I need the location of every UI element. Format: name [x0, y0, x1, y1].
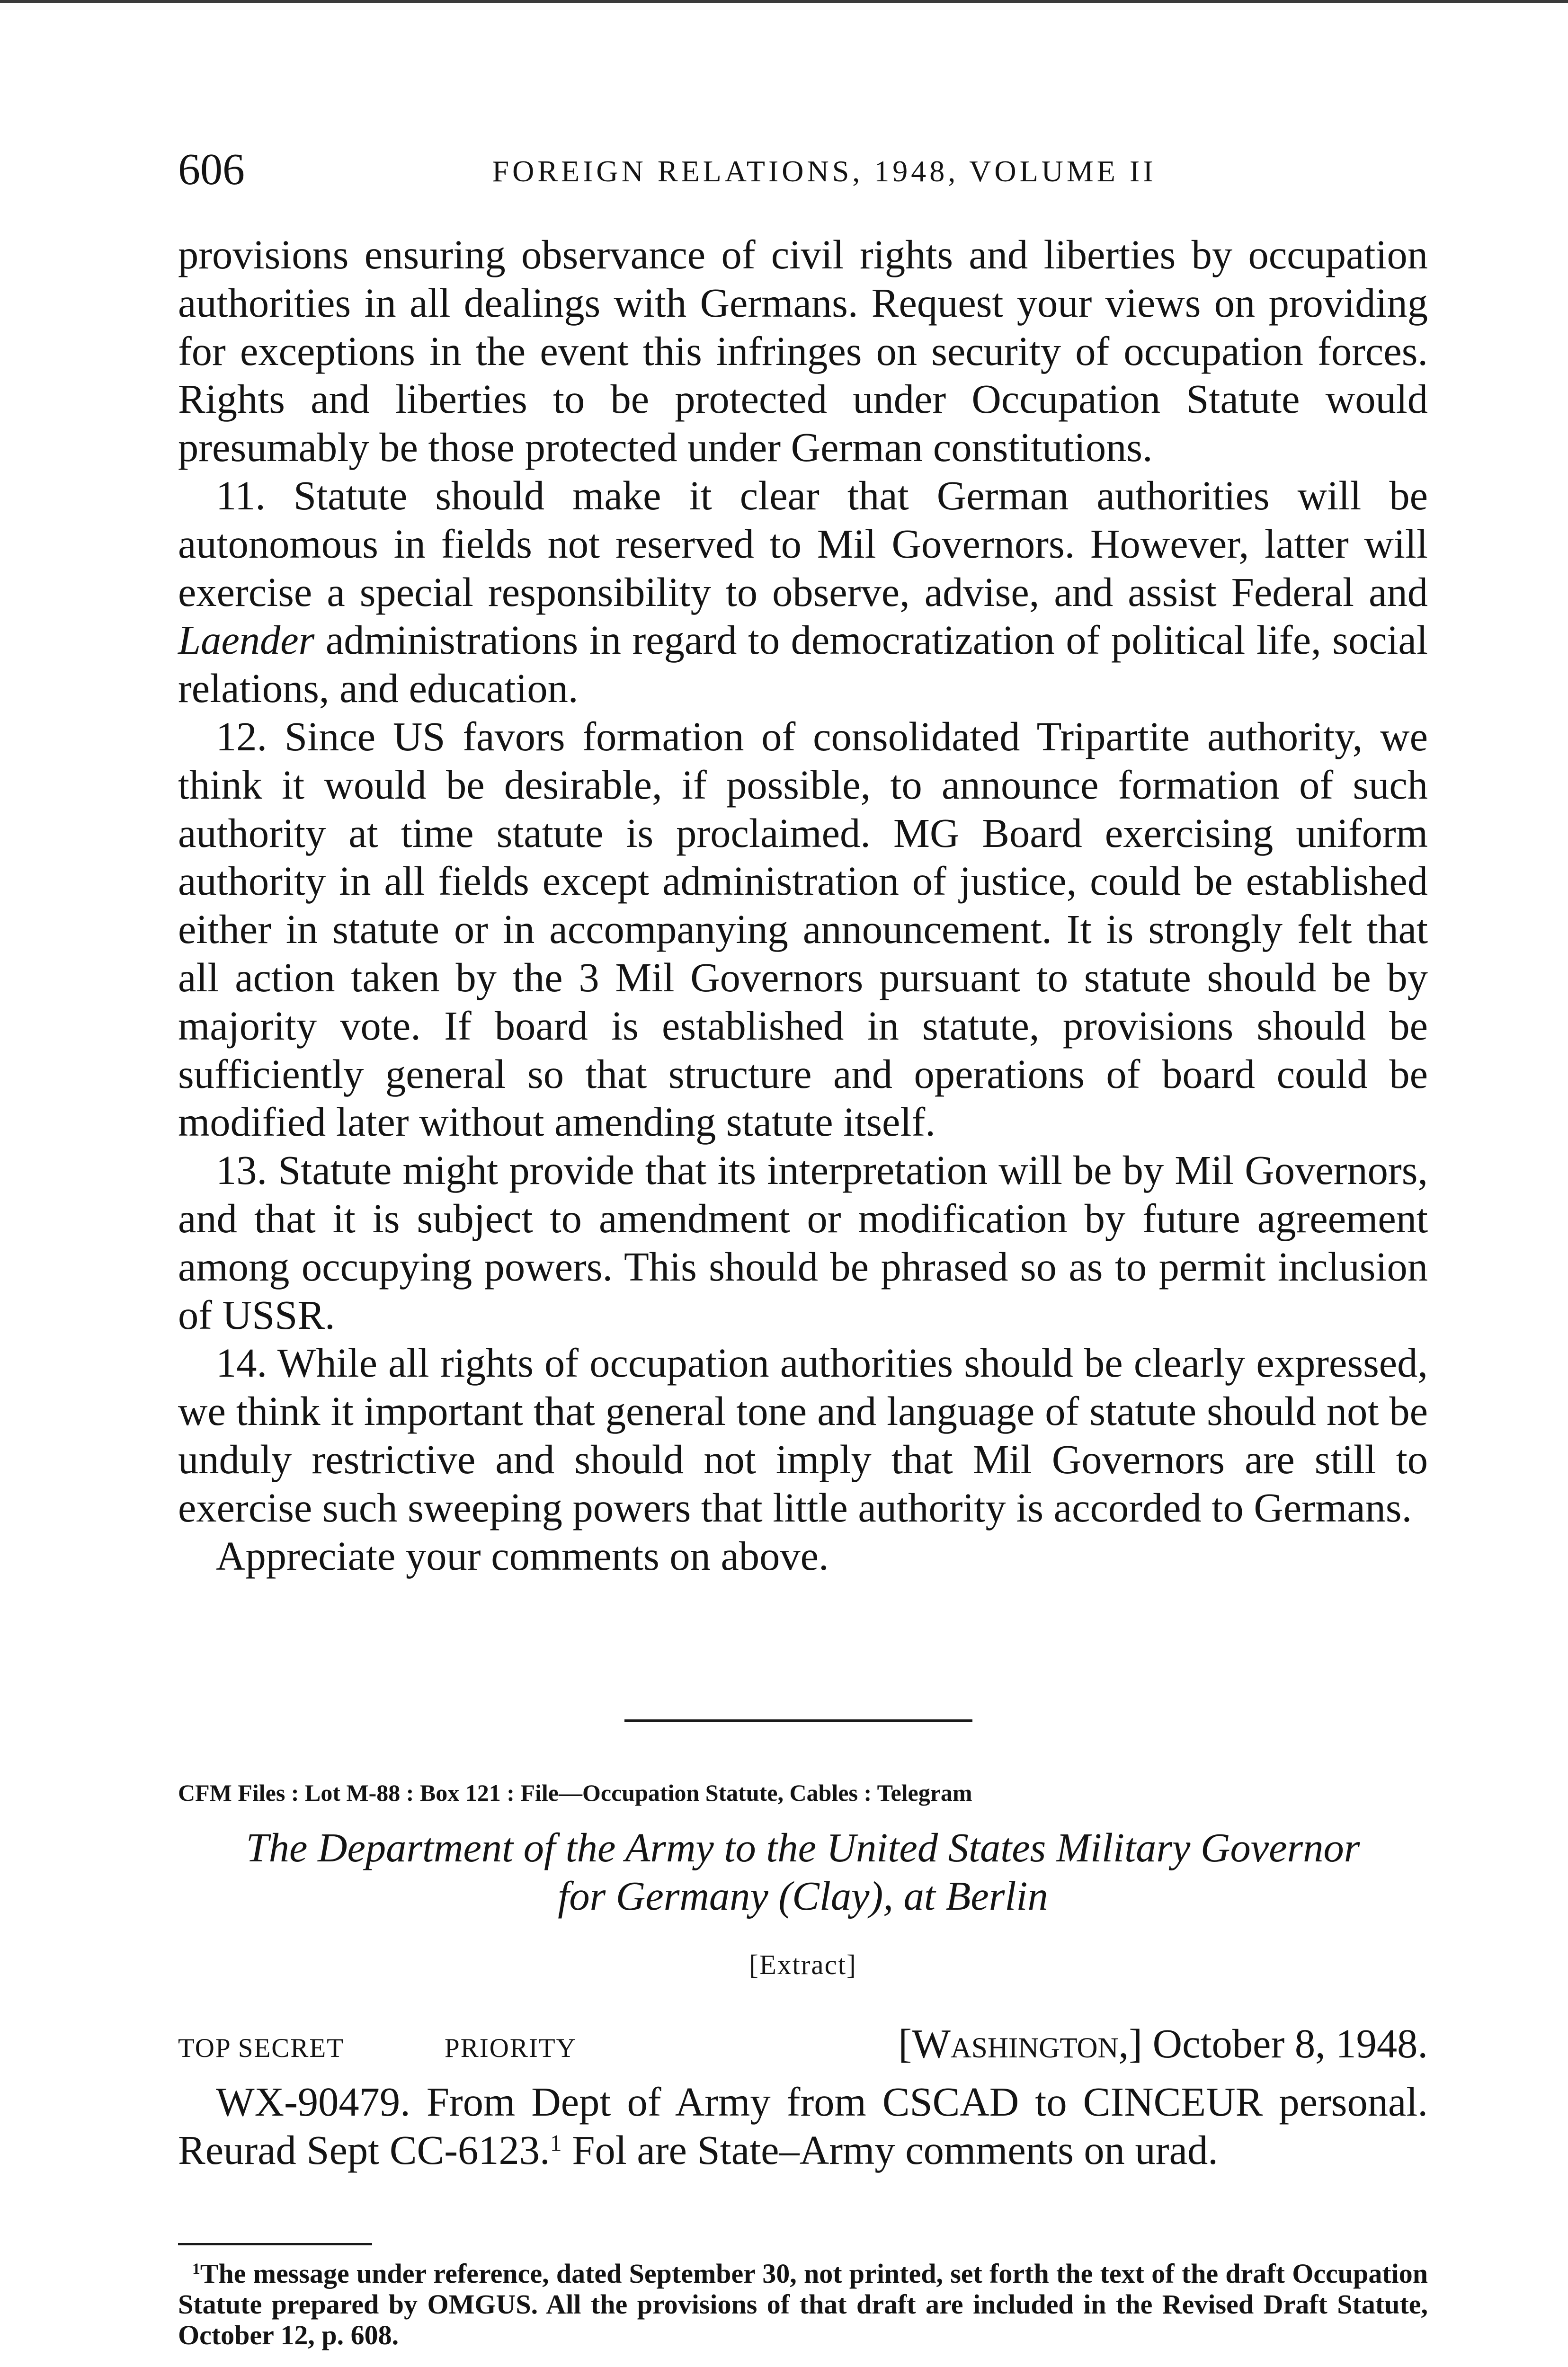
footnote-reference: 1: [550, 2129, 562, 2156]
telegram-header: [178, 2018, 1428, 2070]
paragraph-13: 13. Statute might provide that its interpretation will be by Mil Governors, and that it is subject to amendment or modification by future agreement among occupying powers. This should be phrased so as to permit inclusion of USSR.: [178, 1148, 1428, 1338]
paragraph-12: 12. Since US favors formation of consolidated Tripartite authority, we think it would be desirable, if possible, to announce formation of such authority at time statute is proclaimed. MG Board exercising uniform authority in all fields except administration of justice, could be established either in statute or in accompanying announcement. It is strongly felt that all action taken by the 3 Mil Governors pursuant to statute should be by majority vote. If board is established in statute, provisions should be sufficiently general so that structure and operations of board could be modified later without amending statute itself.: [178, 713, 1428, 1145]
top-edge-rule: [0, 0, 1568, 3]
source-citation: CFM Files : Lot M-88 : Box 121 : File—Occupation Statute, Cables : Telegram: [178, 1780, 972, 1806]
place-bracket-close: ,]: [1118, 2021, 1143, 2066]
telegram-text: WX-90479. From Dept of Army from CSCAD to CINCEUR personal. Reurad Sept CC-6123.: [178, 2079, 1428, 2173]
paragraph-14: 14. While all rights of occupation authorities should be clearly expressed, we think it important that general tone and language of statute should not be unduly restrictive and should not imply that Mil Governors are still to exercise such sweeping powers that little authority is accorded to Germans.: [178, 1340, 1428, 1531]
page-number: 606: [178, 145, 245, 194]
paragraph-11-italic-term: Laender: [178, 617, 315, 663]
section-divider: [624, 1719, 972, 1722]
telegram-date: October 8, 1948.: [1142, 2021, 1428, 2066]
paragraph-11-text-a: 11. Statute should make it clear that German authorities will be autonomous in fields not reserved to Mil Governors. However, latter will exercise a special responsibility to observe, advise, and assist Federal and: [178, 472, 1428, 615]
continuation-paragraph: provisions ensuring observance of civil rights and liberties by occupation authorities in all dealings with Germans. Request your views on providing for exceptions in the event this infringes on security of occupation forces. Rights and liberties to be protected under Occupation Statute would presumably be those protected under German constitutions.: [178, 232, 1428, 471]
extract-label: [Extract]: [749, 1949, 857, 1980]
document-title-line-2: for Germany (Clay), at Berlin: [558, 1873, 1048, 1919]
footnote-text: The message under reference, dated September 30, not printed, set forth the text of the draft Occupation Statute prepared by OMGUS. All the provisions of that draft are included in the Revised Draft Statute, October 12, p. 608.: [178, 2258, 1428, 2350]
telegram-paragraph: [178, 2078, 1428, 2175]
paragraph-11: [178, 472, 1428, 713]
place-name: Washington: [912, 2021, 1119, 2066]
running-title: FOREIGN RELATIONS, 1948, VOLUME II: [492, 154, 1157, 188]
paragraph-11-text-b: administrations in regard to democratization of political life, social relations, and education.: [178, 617, 1428, 712]
document-title: [178, 1824, 1428, 1920]
running-head: [178, 141, 1428, 198]
footnote-rule: [178, 2243, 372, 2245]
footnote: [178, 2258, 1428, 2350]
classification-label: TOP SECRET: [178, 2033, 344, 2063]
place-bracket-open: [: [898, 2021, 912, 2066]
main-text: [178, 231, 1428, 1580]
priority-label: PRIORITY: [445, 2033, 577, 2063]
closing-line: Appreciate your comments on above.: [216, 1533, 829, 1579]
document-title-line-1: The Department of the Army to the United States Military Governor: [246, 1825, 1360, 1870]
dateline: [898, 2018, 1428, 2070]
telegram-text-end: Fol are State–Army comments on urad.: [561, 2127, 1218, 2173]
footnote-paragraph: [178, 2258, 1428, 2350]
footnote-marker: 1: [192, 2260, 200, 2278]
telegram-body: [178, 2078, 1428, 2175]
